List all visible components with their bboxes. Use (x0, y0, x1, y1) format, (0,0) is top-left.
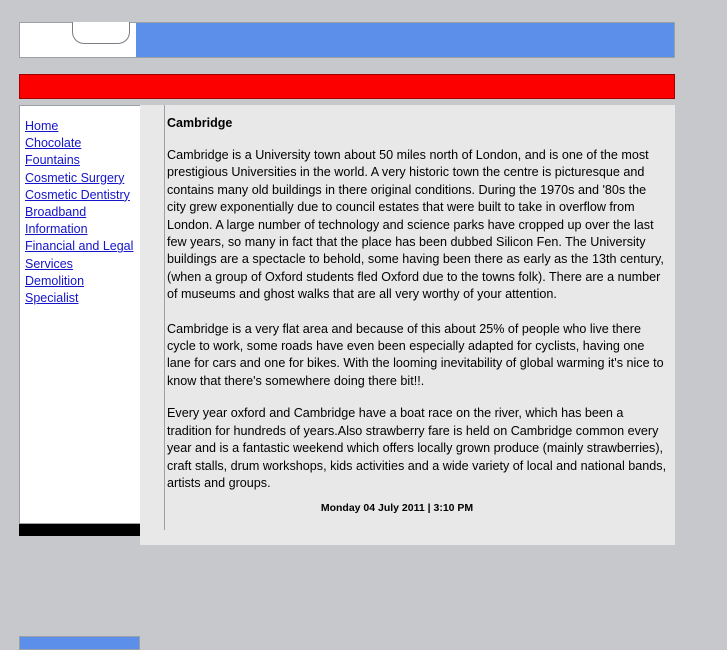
content-area (19, 105, 675, 545)
red-navigation-bar[interactable] (19, 74, 675, 99)
sidebar-item-home[interactable]: Home (25, 119, 59, 133)
sidebar-footer-black-bar (19, 524, 140, 536)
page-title: Cambridge (167, 116, 233, 130)
sidebar-item-broadband[interactable]: Broadband (25, 205, 87, 220)
sidebar-item-specialist[interactable]: Specialist (25, 291, 79, 306)
sidebar-item-chocolate[interactable]: Chocolate (25, 136, 82, 151)
sidebar-footer-blue-bar (19, 636, 140, 650)
sidebar-item-cosmetic-dentistry[interactable]: Cosmetic Dentistry (25, 187, 130, 202)
site-header (19, 22, 675, 58)
sidebar-item-demolition[interactable]: Demolition (25, 273, 85, 288)
sidebar-navigation (19, 105, 140, 524)
paragraph-3: Every year oxford and Cambridge have a boat race on the river, which has been a tradition for hundreds of years.Also strawberry fare is held on Cambridge common every year and is a fantastic weekend which offers locally grown produce (mainly strawberries), craft stalls, drum workshops, kids activities and a wide variety of local and national bands, artists and groups. (167, 406, 667, 490)
header-blue-banner (136, 23, 674, 57)
article (167, 105, 667, 545)
paragraph-1: Cambridge is a University town about 50 miles north of London, and is one of the most prestigious Universities in the world. A very historic town the centre is picturesque and contains many old buildings in there original conditions. During the 1970s and '80s the city grew exponentially due to council estates that were built to take in overflow from London. A large number of technology and science parks have cropped up over the last few years, so many in fact that the place has been dubbed Silicon Fen. The University buildings are a spectacle to behold, some having been there as early as the 13th century, (when a group of Oxford students fled Oxford due to the towns folk). There are a number of museums and ghost walks that are all very worthy of your attention. (167, 148, 664, 302)
timestamp: Monday 04 July 2011 | 3:10 PM (320, 502, 474, 515)
main-content-panel (140, 105, 675, 545)
logo-shape (72, 22, 130, 44)
sidebar-item-services[interactable]: Services (25, 256, 73, 271)
sidebar-item-financial-and-legal[interactable]: Financial and Legal (25, 239, 134, 254)
sidebar-item-fountains[interactable]: Fountains (25, 153, 80, 168)
paragraph-2: Cambridge is a very flat area and because of this about 25% of people who live there cycle to work, some roads have even been especially adapted for cyclists, having one lane for cars and one for bikes. With the looming inevitability of global warming it's nice to know that there's somewhere doing there bit!!. (167, 321, 664, 388)
sidebar-item-information[interactable]: Information (25, 222, 88, 237)
sidebar-item-cosmetic-surgery[interactable]: Cosmetic Surgery (25, 170, 125, 185)
vertical-divider (164, 105, 165, 530)
